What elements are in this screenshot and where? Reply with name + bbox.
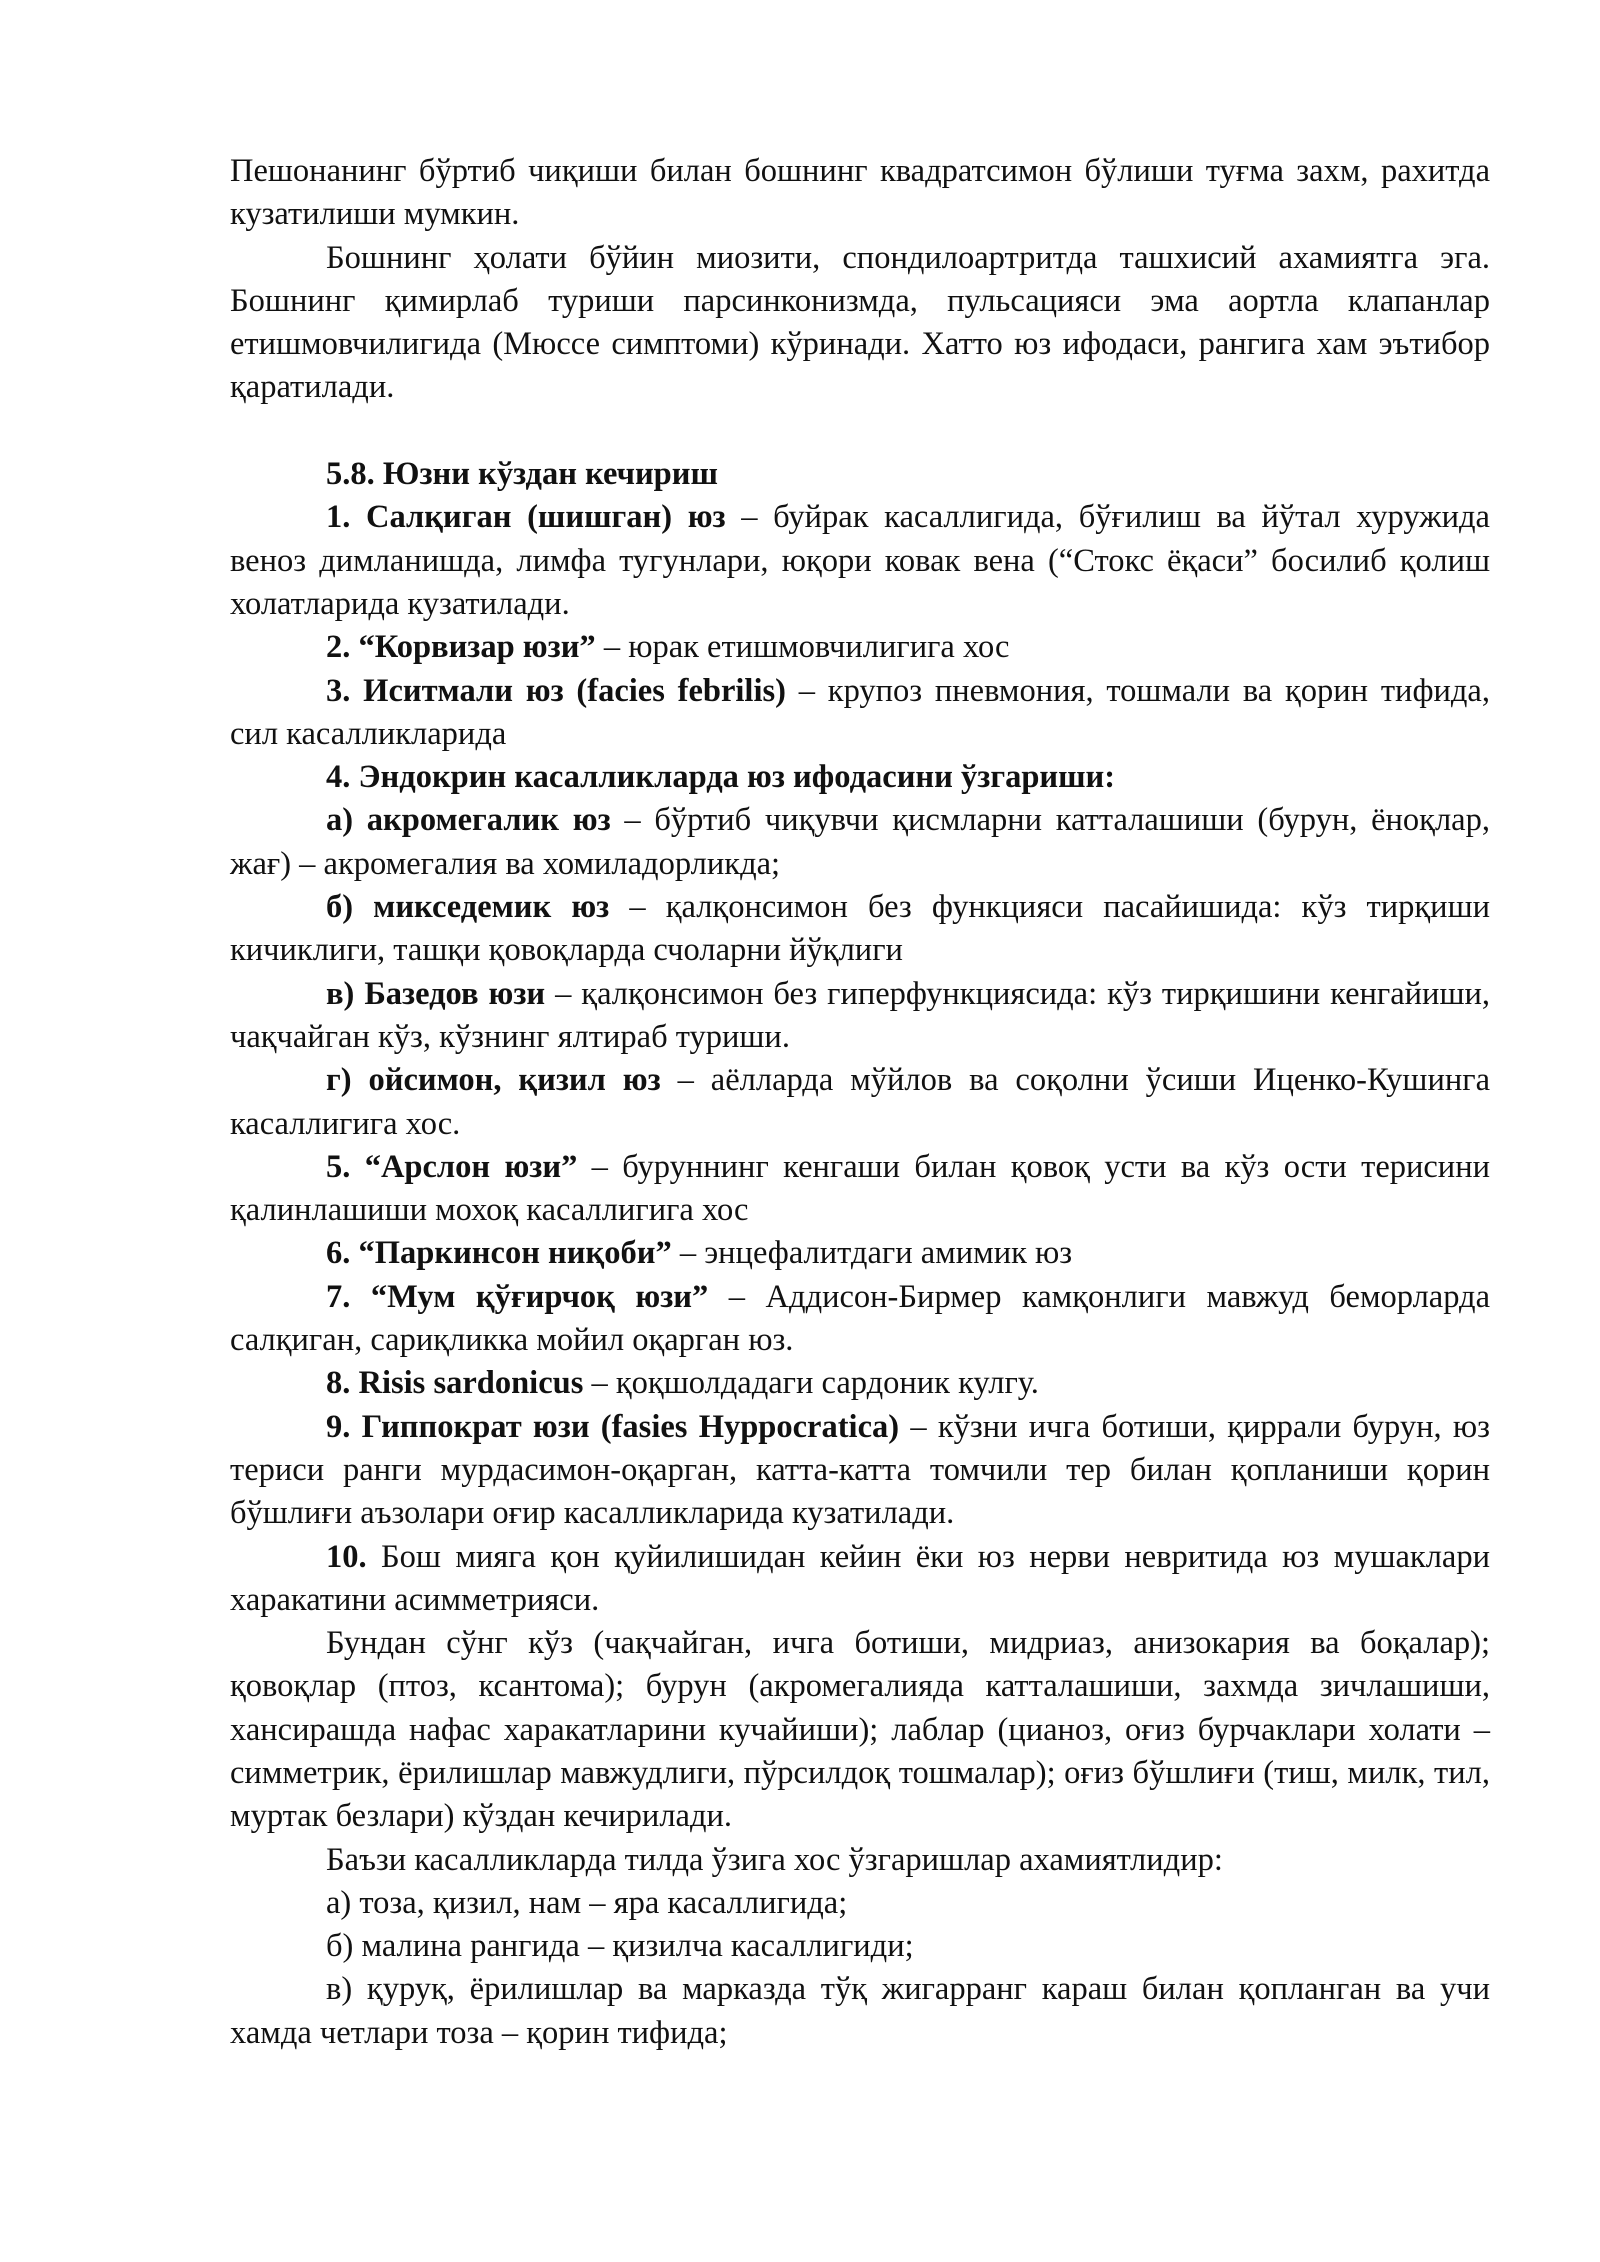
paragraph bbox=[230, 1622, 1490, 1838]
list-item-term: а) акромегалик юз bbox=[326, 802, 611, 839]
paragraph bbox=[230, 1839, 1490, 1882]
tongue-list-item bbox=[230, 1882, 1490, 1925]
list-item-term: 8. Risis sardonicus bbox=[326, 1365, 584, 1402]
list-item-text: – буйрак касаллигида, бўғилиш ва йўтал хуружида веноз димланишда, лимфа тугунлари, юқори ковак вена (“Стокс ёқаси” босилиб қолиш холатларида кузатилади. bbox=[230, 499, 1490, 622]
list-item-text: Бош мияга қон қуйилишидан кейин ёки юз нерви невритида юз мушаклари харакатини асимметрияси. bbox=[230, 1538, 1490, 1618]
list-item bbox=[230, 1362, 1490, 1405]
list-item-text: – қалқонсимон без гиперфункциясида: кўз тирқишини кенгайиши, чақчайган кўз, кўзнинг ялтираб туриши. bbox=[230, 975, 1490, 1055]
sub-list-item bbox=[230, 1059, 1490, 1146]
list-item-text: – қалқонсимон без функцияси пасайишида: кўз тирқиши кичиклиги, ташқи қовоқларда счоларни йўқлиги bbox=[230, 889, 1490, 969]
list-item-term: 1. Салқиган (шишган) юз bbox=[326, 499, 726, 536]
paragraph-text: Бошнинг ҳолати бўйин миозити, спондилоартритда ташхисий ахамиятга эга. Бошнинг қимирлаб туриши парсинконизмда, пульсацияси эма аортла клапанлар етишмовчилигида (Мюссе симптоми) кўринади. Хатто юз ифодаси, рангига хам эътибор қаратилади. bbox=[230, 239, 1490, 406]
paragraph-text: а) тоза, қизил, нам – яра касаллигида; bbox=[326, 1884, 848, 1921]
paragraph-text: б) малина рангида – қизилча касаллигиди; bbox=[326, 1928, 914, 1965]
list-item-term: 4. Эндокрин касалликларда юз ифодасини ўзгариши: bbox=[326, 759, 1116, 796]
paragraph bbox=[230, 150, 1490, 237]
list-item-term: 10. bbox=[326, 1538, 367, 1575]
list-item-term: 6. “Паркинсон ниқоби” bbox=[326, 1235, 672, 1272]
list-item-term: 3. Иситмали юз (facies febrilis) bbox=[326, 672, 786, 709]
list-item bbox=[230, 1536, 1490, 1623]
section-heading-text: 5.8. Юзни кўздан кечириш bbox=[326, 456, 718, 493]
list-item-term: 7. “Мум қўғирчоқ юзи” bbox=[326, 1278, 709, 1315]
sub-list-item bbox=[230, 799, 1490, 886]
list-item bbox=[230, 626, 1490, 669]
list-item-text: – қоқшолдадаги сардоник кулгу. bbox=[583, 1365, 1039, 1402]
list-item bbox=[230, 496, 1490, 626]
list-item-text: – энцефалитдаги амимик юз bbox=[671, 1235, 1073, 1272]
list-item-term: г) ойсимон, қизил юз bbox=[326, 1062, 661, 1099]
list-item bbox=[230, 1146, 1490, 1233]
blank-line bbox=[230, 410, 1490, 453]
list-item-text: – буруннинг кенгаши билан қовоқ усти ва кўз ости терисини қалинлашиши мохоқ касаллигига хос bbox=[230, 1148, 1490, 1229]
paragraph bbox=[230, 237, 1490, 410]
paragraph-text: в) қуруқ, ёрилишлар ва марказда тўқ жигарранг караш билан қопланган ва учи хамда четлари тоза – қорин тифида; bbox=[230, 1971, 1490, 2051]
list-item-term: 2. “Корвизар юзи” bbox=[326, 629, 596, 666]
list-item-term: 9. Гиппократ юзи (fasies Hyppocratica) bbox=[326, 1408, 900, 1445]
sub-list-item bbox=[230, 973, 1490, 1060]
list-item-text: – крупоз пневмония, тошмали ва қорин тифида, сил касалликларида bbox=[230, 672, 1490, 752]
list-item-term: 5. “Арслон юзи” bbox=[326, 1148, 578, 1185]
list-item bbox=[230, 670, 1490, 757]
list-item-term: б) микседемик юз bbox=[326, 889, 610, 926]
sub-list-item bbox=[230, 886, 1490, 973]
tongue-list-item bbox=[230, 1968, 1490, 2055]
list-item-text: – аёлларда мўйлов ва соқолни ўсиши Иценко-Кушинга касаллигига хос. bbox=[230, 1062, 1490, 1142]
list-item bbox=[230, 1406, 1490, 1536]
document-page bbox=[230, 150, 1490, 2055]
paragraph-text: Баъзи касалликларда тилда ўзига хос ўзгаришлар ахамиятлидир: bbox=[326, 1841, 1223, 1878]
paragraph-text: Бундан сўнг кўз (чақчайган, ичга ботиши, мидриаз, анизокария ва боқалар); қовоқлар (птоз, ксантома); бурун (акромегалияда катталашиши, захмда зичлашиши, хансирашда нафас харакатларини кучайиши); лаблар (цианоз, оғиз бурчаклари холати – симметрик, ёрилишлар мавжудлиги, пўрсилдоқ тошмалар); оғиз бўшлиғи (тиш, милк, тил, муртак безлари) кўздан кечирилади. bbox=[230, 1625, 1490, 1835]
list-item bbox=[230, 1276, 1490, 1363]
list-item-text: – бўртиб чиқувчи қисмларни катталашиши (бурун, ёноқлар, жағ) – акромегалия ва хомиладорликда; bbox=[230, 802, 1490, 882]
list-item-text: – юрак етишмовчилигига хос bbox=[595, 629, 1010, 666]
list-item-text: – кўзни ичга ботиши, қиррали бурун, юз териси ранги мурдасимон-оқарган, катта-катта томчили тер билан қопланиши қорин бўшлиғи аъзолари оғир касалликларида кузатилади. bbox=[230, 1408, 1490, 1532]
list-item bbox=[230, 1232, 1490, 1275]
paragraph-text: Пешонанинг бўртиб чиқиши билан бошнинг квадратсимон бўлиши туғма захм, рахитда кузатилиши мумкин. bbox=[230, 153, 1490, 233]
list-item-text: – Аддисон-Бирмер камқонлиги мавжуд беморларда салқиган, сариқликка мойил оқарган юз. bbox=[230, 1278, 1491, 1359]
list-item-term: в) Базедов юзи bbox=[326, 975, 546, 1012]
list-item bbox=[230, 756, 1490, 799]
section-heading bbox=[230, 453, 1490, 496]
tongue-list-item bbox=[230, 1925, 1490, 1968]
